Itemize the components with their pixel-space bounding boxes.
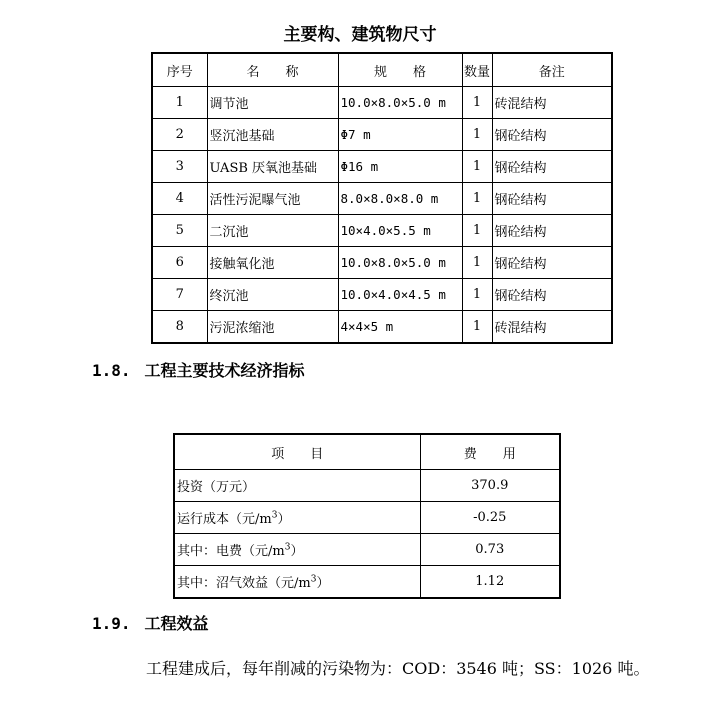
- table-row: [152, 87, 612, 119]
- table-row: [152, 119, 612, 151]
- cell-spec: 10.0×4.0×4.5 m: [338, 279, 462, 311]
- cell-index: 2: [152, 119, 207, 151]
- cell-spec: 10.0×8.0×5.0 m: [338, 247, 462, 279]
- cell-name: 调节池: [207, 87, 338, 119]
- cell-note: 钢砼结构: [492, 215, 612, 247]
- cell-item: [174, 566, 420, 599]
- table-row: [152, 247, 612, 279]
- cell-qty: 1: [462, 311, 492, 344]
- table-header-row: [174, 434, 560, 470]
- cell-index: 7: [152, 279, 207, 311]
- table-header-row: [152, 53, 612, 87]
- item-label: 其中：沼气效益（元/m: [177, 576, 311, 591]
- cell-cost: 0.73: [420, 534, 560, 566]
- table-row: [174, 470, 560, 502]
- cell-qty: 1: [462, 183, 492, 215]
- cell-name: 活性污泥曝气池: [207, 183, 338, 215]
- cell-note: 砖混结构: [492, 311, 612, 344]
- cell-index: 3: [152, 151, 207, 183]
- cell-note: 钢砼结构: [492, 183, 612, 215]
- section-title: 工程主要技术经济指标: [144, 361, 305, 380]
- cell-spec: 4×4×5 m: [338, 311, 462, 344]
- cell-name: 竖沉池基础: [207, 119, 338, 151]
- cell-note: 钢砼结构: [492, 119, 612, 151]
- header-cost: 费 用: [420, 434, 560, 470]
- item-label-end: ）: [290, 544, 304, 559]
- cell-item: [174, 470, 420, 502]
- unit-superscript: 3: [284, 542, 291, 553]
- header-spec: 规 格: [338, 53, 462, 87]
- cell-name: UASB 厌氧池基础: [207, 151, 338, 183]
- cell-qty: 1: [462, 151, 492, 183]
- item-label: 投资（万元）: [177, 480, 256, 495]
- cell-index: 1: [152, 87, 207, 119]
- cell-qty: 1: [462, 119, 492, 151]
- cell-spec: 8.0×8.0×8.0 m: [338, 183, 462, 215]
- table-row: [174, 566, 560, 599]
- table-row: [152, 311, 612, 344]
- cell-cost: -0.25: [420, 502, 560, 534]
- table1-title: 主要构、建筑物尺寸: [283, 25, 437, 45]
- item-label: 其中：电费（元/m: [177, 544, 285, 559]
- header-qty: 数量: [462, 53, 492, 87]
- cell-spec: Φ16 m: [338, 151, 462, 183]
- cell-item: [174, 502, 420, 534]
- unit-superscript: 3: [310, 574, 317, 585]
- unit-superscript: 3: [271, 510, 278, 521]
- header-index: 序号: [152, 53, 207, 87]
- header-name: 名 称: [207, 53, 338, 87]
- cell-name: 接触氧化池: [207, 247, 338, 279]
- benefit-paragraph: 工程建成后，每年削减的污染物为：COD：3546 吨；SS：1026 吨。: [146, 659, 650, 678]
- cell-name: 终沉池: [207, 279, 338, 311]
- cell-qty: 1: [462, 87, 492, 119]
- table-row: [152, 215, 612, 247]
- cell-spec: 10×4.0×5.5 m: [338, 215, 462, 247]
- item-label: 运行成本（元/m: [177, 512, 272, 527]
- cell-name: 二沉池: [207, 215, 338, 247]
- cell-qty: 1: [462, 215, 492, 247]
- table-row: [152, 151, 612, 183]
- cell-qty: 1: [462, 279, 492, 311]
- cell-note: 钢砼结构: [492, 279, 612, 311]
- cell-spec: 10.0×8.0×5.0 m: [338, 87, 462, 119]
- item-label-end: ）: [277, 512, 291, 527]
- cell-name: 污泥浓缩池: [207, 311, 338, 344]
- cell-note: 钢砼结构: [492, 247, 612, 279]
- economic-indicators-table: [173, 433, 561, 599]
- section-number: 1.8.: [92, 361, 131, 380]
- cell-index: 6: [152, 247, 207, 279]
- table-row: [152, 279, 612, 311]
- section-number: 1.9.: [92, 614, 131, 633]
- section-title: 工程效益: [144, 614, 209, 633]
- cell-note: 砖混结构: [492, 87, 612, 119]
- table-row: [174, 502, 560, 534]
- table-row: [174, 534, 560, 566]
- cell-cost: 1.12: [420, 566, 560, 599]
- section-heading-1-8: [92, 358, 305, 381]
- structures-table: [151, 52, 613, 344]
- cell-index: 5: [152, 215, 207, 247]
- cell-cost: 370.9: [420, 470, 560, 502]
- table-row: [152, 183, 612, 215]
- cell-index: 8: [152, 311, 207, 344]
- cell-spec: Φ7 m: [338, 119, 462, 151]
- header-note: 备注: [492, 53, 612, 87]
- cell-index: 4: [152, 183, 207, 215]
- cell-item: [174, 534, 420, 566]
- section-heading-1-9: [92, 611, 209, 634]
- item-label-end: ）: [316, 576, 330, 591]
- header-item: 项 目: [174, 434, 420, 470]
- cell-qty: 1: [462, 247, 492, 279]
- cell-note: 钢砼结构: [492, 151, 612, 183]
